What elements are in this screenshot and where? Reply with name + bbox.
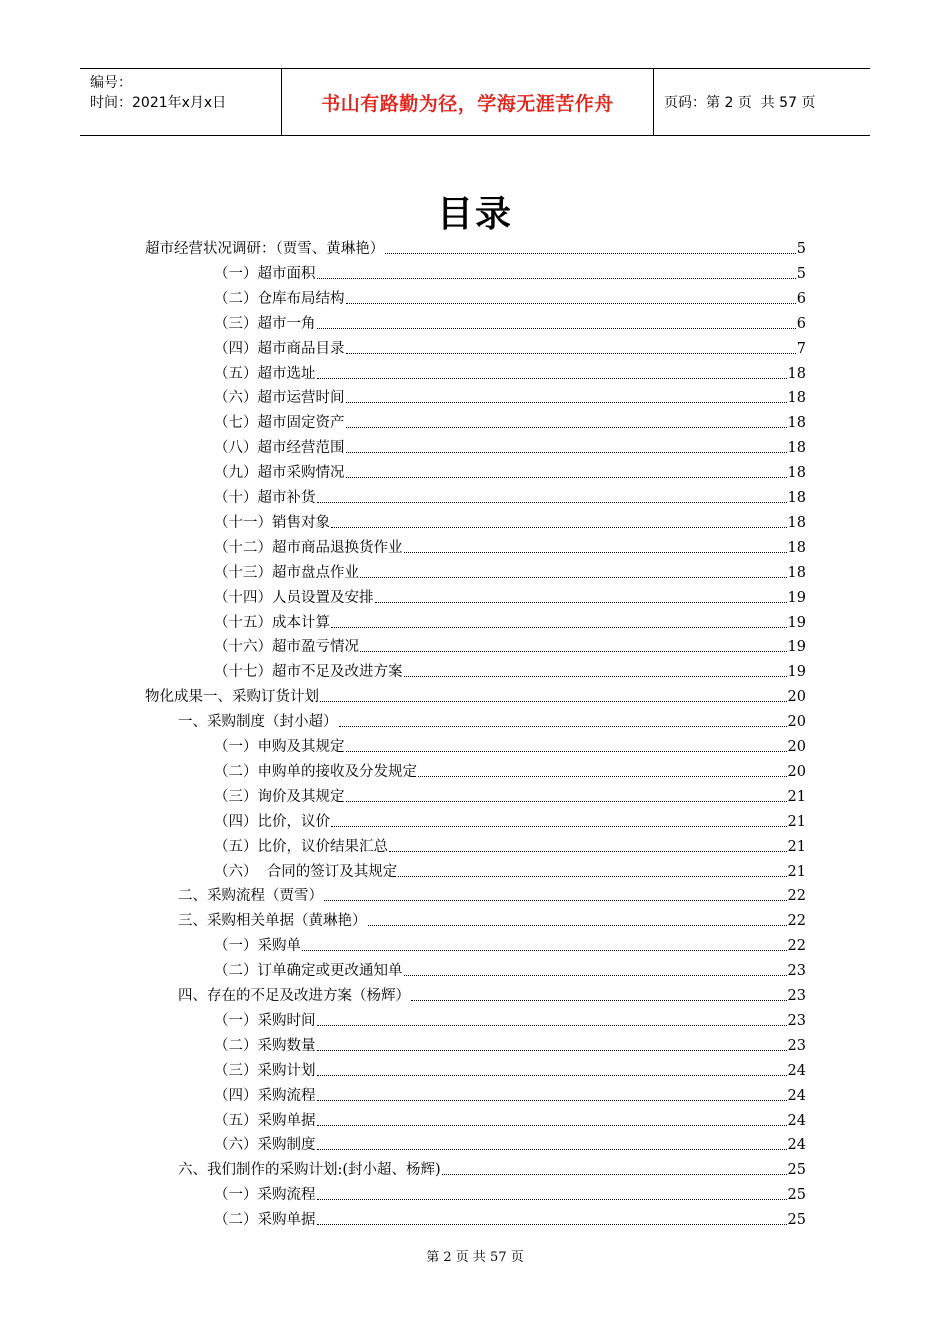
toc-entry-page: 20 xyxy=(787,714,806,731)
toc-entry[interactable] xyxy=(214,310,806,334)
toc-entry-page: 24 xyxy=(787,1137,806,1154)
toc-entry-title: （三）采购计划 xyxy=(214,1062,316,1079)
toc-dot-leader xyxy=(418,775,787,777)
toc-entry-title: （一）采购时间 xyxy=(214,1012,316,1029)
toc-entry[interactable] xyxy=(214,409,806,433)
toc-entry-page: 19 xyxy=(787,664,806,681)
toc-entry-title: （十七）超市不足及改进方案 xyxy=(214,664,403,681)
toc-entry[interactable] xyxy=(214,609,806,633)
toc-entry[interactable] xyxy=(214,658,806,682)
toc-entry-title: （三）询价及其规定 xyxy=(214,788,345,805)
toc-entry[interactable] xyxy=(214,559,806,583)
toc-entry-title: 四、存在的不足及改进方案（杨辉） xyxy=(178,988,410,1004)
toc-dot-leader xyxy=(317,1148,787,1150)
toc-entry[interactable] xyxy=(214,1206,806,1230)
toc-entry[interactable] xyxy=(145,235,806,259)
toc-entry-page: 20 xyxy=(787,763,806,780)
toc-dot-leader xyxy=(331,825,787,827)
page-header xyxy=(80,68,870,136)
toc-entry-page: 18 xyxy=(787,539,806,556)
toc-entry-page: 24 xyxy=(787,1112,806,1129)
toc-dot-leader xyxy=(360,650,787,652)
toc-entry-title: （五）比价，议价结果汇总 xyxy=(214,838,388,855)
toc-entry[interactable] xyxy=(214,733,806,757)
toc-entry[interactable] xyxy=(214,459,806,483)
toc-entry-title: （二）订单确定或更改通知单 xyxy=(214,963,403,980)
toc-entry-page: 6 xyxy=(796,315,806,332)
toc-entry[interactable] xyxy=(214,858,806,882)
toc-entry-page: 23 xyxy=(787,988,806,1004)
toc-dot-leader xyxy=(375,601,787,603)
toc-dot-leader xyxy=(320,700,787,702)
page-footer xyxy=(0,1246,950,1265)
toc-dot-leader xyxy=(317,327,796,329)
toc-entry[interactable] xyxy=(214,783,806,807)
toc-dot-leader xyxy=(302,949,787,951)
toc-dot-leader xyxy=(385,252,796,254)
toc-entry-title: 物化成果一、采购订货计划 xyxy=(145,689,319,706)
toc-entry-page: 24 xyxy=(787,1062,806,1079)
toc-dot-leader xyxy=(442,1173,787,1175)
toc-entry[interactable] xyxy=(214,384,806,408)
toc-entry-title: （二）申购单的接收及分发规定 xyxy=(214,763,417,780)
toc-entry-page: 25 xyxy=(787,1187,806,1204)
toc-entry-page: 7 xyxy=(796,340,806,357)
toc-entry-page: 25 xyxy=(787,1212,806,1229)
toc-entry[interactable] xyxy=(178,907,806,931)
toc-entry-title: （十四）人员设置及安排 xyxy=(214,589,374,606)
toc-entry[interactable] xyxy=(214,633,806,657)
toc-entry-title: （六）超市运营时间 xyxy=(214,390,345,407)
toc-entry-page: 5 xyxy=(796,241,806,257)
toc-entry[interactable] xyxy=(214,484,806,508)
toc-entry-page: 18 xyxy=(787,490,806,506)
toc-entry-page: 18 xyxy=(787,415,806,432)
toc-dot-leader xyxy=(317,1049,787,1051)
toc-dot-leader xyxy=(346,352,796,354)
toc-entry-page: 19 xyxy=(787,589,806,606)
toc-entry-title: （四）采购流程 xyxy=(214,1087,316,1104)
toc-entry-page: 19 xyxy=(787,639,806,656)
toc-entry-title: （十三）超市盘点作业 xyxy=(214,564,359,581)
toc-entry-title: （二）采购单据 xyxy=(214,1212,316,1229)
toc-entry-title: （一）申购及其规定 xyxy=(214,739,345,755)
toc-dot-leader xyxy=(368,924,787,926)
toc-dot-leader xyxy=(346,451,787,453)
toc-entry-page: 23 xyxy=(787,1012,806,1029)
toc-entry[interactable] xyxy=(214,285,806,309)
toc-title: 目录 xyxy=(436,194,513,235)
toc-entry[interactable] xyxy=(178,982,806,1006)
toc-entry[interactable] xyxy=(178,882,806,906)
toc-dot-leader xyxy=(317,1074,787,1076)
toc-entry[interactable] xyxy=(214,833,806,857)
toc-entry-page: 23 xyxy=(787,1037,806,1054)
toc-dot-leader xyxy=(404,675,787,677)
toc-entry-page: 20 xyxy=(787,689,806,706)
toc-entry-title: （四）超市商品目录 xyxy=(214,340,345,357)
toc-entry-page: 6 xyxy=(796,290,806,307)
toc-entry-page: 21 xyxy=(787,788,806,805)
toc-entry-title: （一）采购单 xyxy=(214,938,301,955)
toc-entry-page: 18 xyxy=(787,564,806,581)
toc-entry[interactable] xyxy=(214,758,806,782)
toc-dot-leader xyxy=(411,999,787,1001)
toc-entry-title: （四）比价，议价 xyxy=(214,813,330,830)
toc-dot-leader xyxy=(317,501,787,503)
toc-entry-title: （二）仓库布局结构 xyxy=(214,290,345,307)
toc-entry-title: （二）采购数量 xyxy=(214,1037,316,1054)
toc-entry-page: 22 xyxy=(787,888,806,905)
toc-entry-title: 一、采购制度（封小超） xyxy=(178,714,338,731)
toc-entry-page: 23 xyxy=(787,963,806,980)
toc-entry[interactable] xyxy=(214,957,806,981)
toc-dot-leader xyxy=(360,576,787,578)
toc-dot-leader xyxy=(317,277,796,279)
toc-entry-title: （一）超市面积 xyxy=(214,265,316,282)
toc-entry-page: 18 xyxy=(787,465,806,482)
toc-dot-leader xyxy=(331,626,787,628)
toc-entry-title: （一）采购流程 xyxy=(214,1187,316,1204)
toc-entry-page: 25 xyxy=(787,1162,806,1179)
toc-entry[interactable] xyxy=(214,1107,806,1131)
toc-entry-title: （五）采购单据 xyxy=(214,1112,316,1129)
toc-entry-page: 22 xyxy=(787,913,806,930)
toc-dot-leader xyxy=(346,750,787,752)
toc-entry[interactable] xyxy=(214,1032,806,1056)
toc-entry-page: 18 xyxy=(787,514,806,531)
toc-entry[interactable] xyxy=(214,808,806,832)
toc-entry-title: （十二）超市商品退换货作业 xyxy=(214,539,403,556)
document-number-label: 编号： xyxy=(90,75,132,91)
toc-entry[interactable] xyxy=(214,584,806,608)
toc-dot-leader xyxy=(317,377,787,379)
toc-entry[interactable] xyxy=(214,1007,806,1031)
toc-entry[interactable] xyxy=(214,260,806,284)
header-motto-cell xyxy=(282,69,654,135)
toc-entry-title: （六）采购制度 xyxy=(214,1137,316,1154)
toc-entry[interactable] xyxy=(214,434,806,458)
toc-entry-title: （十）超市补货 xyxy=(214,490,316,506)
toc-entry[interactable] xyxy=(214,932,806,956)
toc-entry[interactable] xyxy=(214,1057,806,1081)
toc-entry[interactable] xyxy=(214,1082,806,1106)
toc-dot-leader xyxy=(346,426,787,428)
toc-entry[interactable] xyxy=(214,1181,806,1205)
header-page-cell xyxy=(654,69,870,135)
toc-entry-page: 21 xyxy=(787,838,806,855)
toc-entry-page: 19 xyxy=(787,614,806,631)
toc-entry-page: 18 xyxy=(787,440,806,457)
toc-entry-title: （三）超市一角 xyxy=(214,315,316,332)
toc-entry-title: 二、采购流程（贾雪） xyxy=(178,888,323,905)
toc-dot-leader xyxy=(398,875,786,877)
toc-dot-leader xyxy=(317,1198,787,1200)
toc-dot-leader xyxy=(317,1099,787,1101)
toc-dot-leader xyxy=(346,401,787,403)
toc-entry-title: 超市经营状况调研：（贾雪、黄琳艳） xyxy=(145,241,385,257)
toc-dot-leader xyxy=(404,974,787,976)
toc-dot-leader xyxy=(317,1024,787,1026)
toc-entry-title: 三、采购相关单据（黄琳艳） xyxy=(178,913,367,930)
toc-dot-leader xyxy=(317,1223,787,1225)
header-page-info: 页码：第 2 页 共 57 页 xyxy=(664,95,816,111)
toc-entry-page: 18 xyxy=(787,365,806,382)
toc-dot-leader xyxy=(404,551,787,553)
toc-dot-leader xyxy=(346,476,787,478)
toc-entry-title: （六） 合同的签订及其规定 xyxy=(214,863,398,880)
toc-entry-title: 六、我们制作的采购计划:(封小超、杨辉) xyxy=(178,1162,441,1179)
toc-entry-page: 5 xyxy=(796,265,806,282)
toc-entry[interactable] xyxy=(214,360,806,384)
toc-dot-leader xyxy=(317,1124,787,1126)
toc-entry-page: 18 xyxy=(787,390,806,407)
toc-entry-title: （五）超市选址 xyxy=(214,365,316,382)
toc-entry-title: （十一）销售对象 xyxy=(214,514,330,531)
toc-entry-page: 20 xyxy=(787,739,806,755)
footer-page-number: 第 2 页 共 57 页 xyxy=(426,1250,524,1265)
toc-entry[interactable] xyxy=(214,335,806,359)
toc-entry[interactable] xyxy=(178,1156,806,1180)
toc-entry[interactable] xyxy=(214,1131,806,1155)
header-motto: 书山有路勤为径，学海无涯苦作舟 xyxy=(321,92,614,115)
toc-dot-leader xyxy=(346,302,796,304)
toc-entry-page: 21 xyxy=(787,863,806,880)
toc-entry-title: （七）超市固定资产 xyxy=(214,415,345,432)
toc-entry-title: （十六）超市盈亏情况 xyxy=(214,639,359,656)
toc-dot-leader xyxy=(331,526,787,528)
toc-entry-page: 24 xyxy=(787,1087,806,1104)
toc-entry[interactable] xyxy=(214,509,806,533)
toc-entry[interactable] xyxy=(214,534,806,558)
toc-entry[interactable] xyxy=(178,708,806,732)
header-left-cell xyxy=(80,69,282,135)
toc-dot-leader xyxy=(346,800,787,802)
document-time-label: 时间：2021年x月x日 xyxy=(90,95,227,111)
toc-entry-title: （十五）成本计算 xyxy=(214,614,330,631)
toc-dot-leader xyxy=(324,899,787,901)
toc-entry-title: （九）超市采购情况 xyxy=(214,465,345,482)
toc-entry-page: 21 xyxy=(787,813,806,830)
toc-entry[interactable] xyxy=(145,683,806,707)
toc-entry-page: 22 xyxy=(787,938,806,955)
toc-dot-leader xyxy=(339,725,787,727)
toc-entry-title: （八）超市经营范围 xyxy=(214,440,345,457)
toc-dot-leader xyxy=(389,850,787,852)
